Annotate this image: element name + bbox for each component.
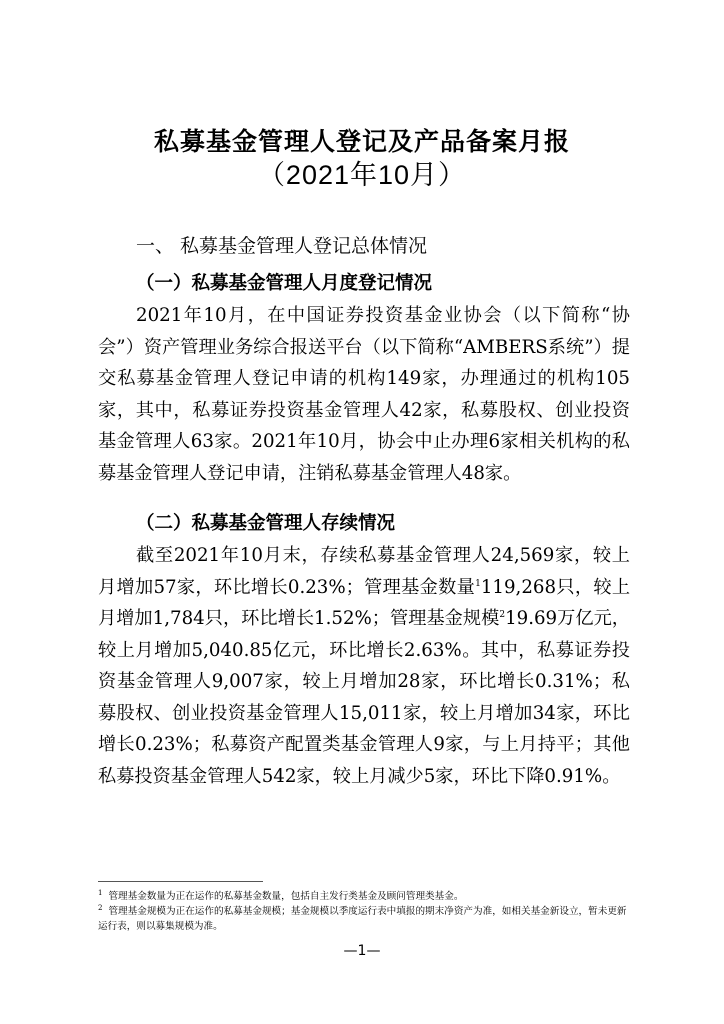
footnote-text: 管理基金数量为正在运作的私募基金数量，包括自主发行类基金及顾问管理类基金。 (108, 891, 464, 902)
footnote-mark: 1 (98, 888, 103, 897)
document-title: 私募基金管理人登记及产品备案月报 (153, 127, 570, 156)
footnotes (98, 889, 630, 934)
footnote-mark: 2 (98, 903, 103, 912)
document-subtitle: （2021年10月） (257, 160, 467, 190)
section-heading: 一、 私募基金管理人登记总体情况 (136, 235, 428, 257)
footnote-item (98, 889, 630, 904)
paragraph-monthly-registration: 2021年10月，在中国证券投资基金业协会（以下简称“协会”）资产管理业务综合报送平台（以下简称“AMBERS系统”）提交私募基金管理人登记申请的机构149家，办理通过的机构105家，其中，私募证券投资基金管理人42家，私募股权、创业投资基金管理人63家。2021年10月，协会中止办理6家相关机构的私募基金管理人登记申请，注销私募基金管理人48家。 (98, 305, 630, 484)
subsection-heading-monthly: （一）私募基金管理人月度登记情况 (136, 273, 433, 294)
footnote-ref: 1 (475, 578, 481, 589)
paragraph-text-segment: 119,268只，较上月增加1,784只，环比增长1.52%；管理基金规模 (98, 576, 631, 629)
footnote-divider (98, 881, 263, 882)
subsection-heading-existing: （二）私募基金管理人存续情况 (136, 513, 396, 534)
footnote-item (98, 904, 630, 934)
paragraph-text-segment: 19.69万亿元，较上月增加5,040.85亿元，环比增长2.63%。其中，私募证券投资基金管理人9,007家，较上月增加28家，环比增长0.31%；私募股权、创业投资基金管理人15,011家，较上月增加34家，环比增长0.23%；私募资产配置类基金管理人9家，与上月持平；其他私募投资基金管理人542家，较上月减少5家，环比下降0.91%。 (98, 608, 630, 787)
paragraph-text-segment: 截至2021年10月末，存续私募基金管理人24,569家，较上月增加57家，环比增长0.23%；管理基金数量 (98, 545, 630, 598)
paragraph-existing-managers (98, 540, 630, 792)
footnote-ref: 2 (499, 609, 506, 620)
page-number: —1— (343, 943, 381, 959)
footnote-text: 管理基金规模为正在运作的私募基金规模；基金规模以季度运行表中填报的期末净资产为准，如相关基金新设立，暂未更新运行表，则以募集规模为准。 (98, 906, 627, 932)
